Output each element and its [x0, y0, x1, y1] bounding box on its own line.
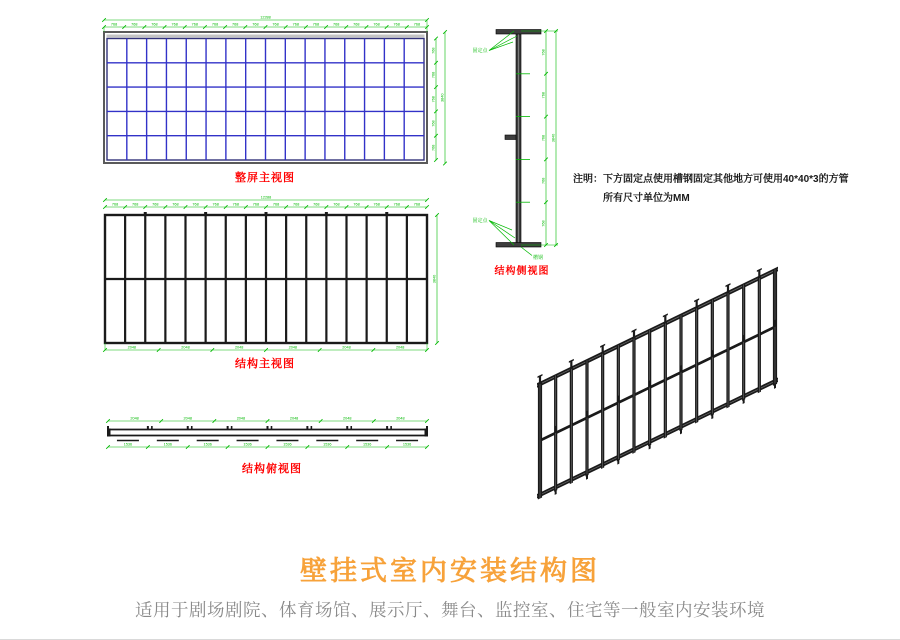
svg-text:768: 768: [373, 202, 380, 207]
svg-text:2048: 2048: [127, 345, 137, 350]
svg-text:槽钢: 槽钢: [532, 255, 544, 260]
svg-text:768: 768: [353, 22, 360, 27]
svg-text:3840: 3840: [551, 133, 556, 143]
svg-text:768: 768: [431, 47, 436, 54]
svg-text:768: 768: [431, 96, 436, 103]
svg-text:1536: 1536: [123, 442, 133, 447]
svg-text:768: 768: [252, 202, 260, 207]
view-label-screen-front: 整屏主视图: [235, 172, 295, 184]
isometric-drawing: [515, 245, 900, 530]
svg-text:768: 768: [232, 22, 239, 27]
svg-text:768: 768: [232, 202, 239, 207]
svg-text:768: 768: [110, 22, 118, 27]
svg-text:2048: 2048: [234, 345, 244, 350]
svg-text:768: 768: [393, 202, 400, 207]
svg-text:768: 768: [131, 22, 138, 27]
svg-text:768: 768: [431, 144, 436, 152]
svg-text:768: 768: [431, 120, 436, 127]
svg-text:1536: 1536: [323, 442, 332, 447]
svg-text:768: 768: [313, 202, 320, 207]
svg-text:12288: 12288: [260, 195, 272, 200]
view-label-structure-side: 结构侧视图: [494, 266, 550, 277]
structure-front-view: [85, 192, 465, 377]
svg-text:1536: 1536: [203, 442, 212, 447]
isometric-view: [515, 245, 900, 530]
svg-text:768: 768: [191, 22, 199, 27]
svg-text:768: 768: [353, 202, 360, 207]
svg-text:768: 768: [111, 202, 119, 207]
svg-text:768: 768: [212, 202, 219, 207]
note: [573, 170, 873, 208]
svg-text:1536: 1536: [402, 442, 412, 447]
page-title: 壁挂式室内安装结构图: [300, 556, 600, 586]
svg-text:768: 768: [332, 22, 340, 27]
view-label-structure-front: 结构主视图: [235, 358, 295, 370]
svg-text:768: 768: [413, 22, 421, 27]
svg-text:768: 768: [541, 134, 546, 142]
svg-text:768: 768: [252, 22, 259, 27]
svg-text:固定点: 固定点: [472, 218, 488, 224]
svg-text:2048: 2048: [343, 416, 352, 421]
svg-text:1536: 1536: [243, 442, 252, 447]
svg-text:2048: 2048: [130, 416, 139, 421]
structure-top-view: [85, 402, 465, 480]
view-label-structure-top: 结构俯视图: [242, 463, 302, 475]
svg-text:固定点: 固定点: [472, 48, 488, 54]
svg-text:2048: 2048: [396, 416, 405, 421]
svg-text:12288: 12288: [260, 15, 271, 20]
svg-text:768: 768: [293, 202, 300, 207]
svg-text:1536: 1536: [362, 442, 372, 447]
svg-text:768: 768: [172, 202, 179, 207]
screen-front-drawing: [85, 12, 465, 168]
svg-text:768: 768: [393, 22, 400, 27]
svg-text:768: 768: [312, 22, 320, 27]
note-text1: 下方固定点使用槽钢固定其他地方可使用40*40*3的方管: [603, 174, 849, 185]
svg-text:768: 768: [541, 177, 546, 184]
svg-text:2048: 2048: [183, 416, 192, 421]
svg-text:768: 768: [152, 202, 159, 207]
svg-text:768: 768: [431, 71, 436, 79]
structure-side-view: [468, 12, 598, 282]
svg-text:2048: 2048: [236, 416, 246, 421]
svg-text:768: 768: [333, 202, 340, 207]
svg-text:768: 768: [541, 220, 546, 227]
svg-text:768: 768: [151, 22, 158, 27]
svg-text:768: 768: [171, 22, 178, 27]
svg-text:2048: 2048: [181, 345, 190, 350]
svg-text:3840: 3840: [432, 274, 437, 284]
svg-text:768: 768: [541, 92, 546, 99]
note-label: 注明：: [573, 174, 603, 185]
svg-text:768: 768: [192, 202, 199, 207]
svg-text:768: 768: [272, 202, 280, 207]
svg-text:768: 768: [272, 22, 279, 27]
page-subtitle: 适用于剧场剧院、体育场馆、展示厅、舞台、监控室、住宅等一般室内安装环境: [135, 600, 765, 620]
svg-text:2048: 2048: [395, 345, 405, 350]
svg-text:3840: 3840: [440, 93, 445, 102]
svg-text:2048: 2048: [342, 345, 351, 350]
svg-text:768: 768: [373, 22, 380, 27]
structure-side-drawing: [468, 12, 598, 260]
svg-text:2048: 2048: [289, 416, 299, 421]
svg-text:768: 768: [541, 49, 546, 56]
structure-top-drawing: [85, 402, 465, 458]
svg-text:768: 768: [413, 202, 421, 207]
screen-front-view: [85, 12, 465, 197]
note-line2: 所有尺寸单位为MM: [603, 193, 690, 204]
svg-text:768: 768: [292, 22, 299, 27]
svg-text:768: 768: [211, 22, 219, 27]
svg-text:2048: 2048: [288, 345, 298, 350]
structure-front-drawing: [85, 192, 465, 354]
svg-text:1536: 1536: [163, 442, 173, 447]
svg-text:1536: 1536: [283, 442, 292, 447]
svg-text:768: 768: [132, 202, 139, 207]
note-line1: [573, 170, 873, 189]
